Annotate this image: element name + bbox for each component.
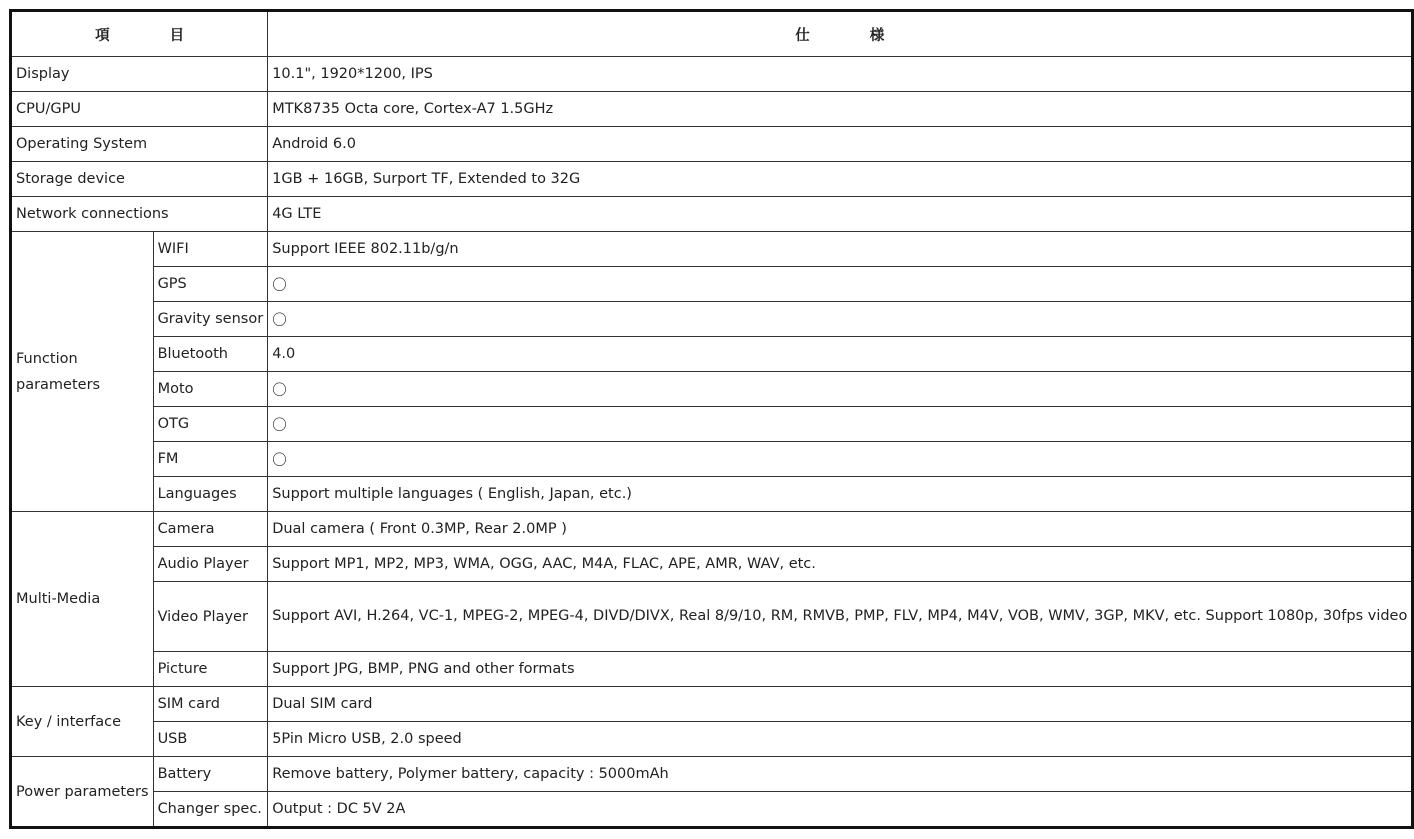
row-value: Remove battery, Polymer battery, capacity : 5000mAh [268, 757, 1413, 792]
table-row [11, 127, 1413, 162]
table-row [11, 267, 1413, 302]
row-value: MTK8735 Octa core, Cortex-A7 1.5GHz [268, 92, 1413, 127]
row-sublabel: Languages [153, 477, 268, 512]
row-value: Support JPG, BMP, PNG and other formats [268, 652, 1413, 687]
table-row [11, 547, 1413, 582]
group-label-media: Multi-Media [11, 512, 154, 687]
table-row [11, 372, 1413, 407]
table-row [11, 582, 1413, 652]
table-row [11, 757, 1413, 792]
row-value: Android 6.0 [268, 127, 1413, 162]
row-label: Storage device [11, 162, 268, 197]
row-sublabel: SIM card [153, 687, 268, 722]
row-sublabel: Battery [153, 757, 268, 792]
header-item: 項目 [11, 11, 268, 57]
table-header-row [11, 11, 1413, 57]
row-value: Support AVI, H.264, VC-1, MPEG-2, MPEG-4, DIVD/DIVX, Real 8/9/10, RM, RMVB, PMP, FLV, MP4, M4V, VOB, WMV, 3GP, MKV, etc. Support 1080p, 30fps video [268, 582, 1413, 652]
row-sublabel: Changer spec. [153, 792, 268, 828]
row-sublabel: Bluetooth [153, 337, 268, 372]
row-value: Support IEEE 802.11b/g/n [268, 232, 1413, 267]
row-label: Display [11, 57, 268, 92]
table-row [11, 162, 1413, 197]
header-spec: 仕様 [268, 11, 1413, 57]
row-value: 5Pin Micro USB, 2.0 speed [268, 722, 1413, 757]
table-row [11, 722, 1413, 757]
row-value: 4.0 [268, 337, 1413, 372]
row-sublabel: USB [153, 722, 268, 757]
table-row [11, 407, 1413, 442]
table-row [11, 477, 1413, 512]
group-label-interface: Key / interface [11, 687, 154, 757]
group-label-power: Power parameters [11, 757, 154, 828]
row-sublabel: GPS [153, 267, 268, 302]
row-value: Support MP1, MP2, MP3, WMA, OGG, AAC, M4A, FLAC, APE, AMR, WAV, etc. [268, 547, 1413, 582]
table-row [11, 792, 1413, 828]
table-row [11, 512, 1413, 547]
table-row [11, 442, 1413, 477]
row-value: 〇 [268, 302, 1413, 337]
table-row [11, 197, 1413, 232]
row-value: Dual SIM card [268, 687, 1413, 722]
row-sublabel: Picture [153, 652, 268, 687]
row-sublabel: WIFI [153, 232, 268, 267]
table-row [11, 232, 1413, 267]
row-value: Support multiple languages ( English, Japan, etc.) [268, 477, 1413, 512]
row-sublabel: Video Player [153, 582, 268, 652]
spec-table [9, 9, 1414, 829]
row-value: 10.1", 1920*1200, IPS [268, 57, 1413, 92]
row-sublabel: Moto [153, 372, 268, 407]
row-value: Output : DC 5V 2A [268, 792, 1413, 828]
row-label: Network connections [11, 197, 268, 232]
row-label: CPU/GPU [11, 92, 268, 127]
group-label-function: Function parameters [11, 232, 154, 512]
row-sublabel: FM [153, 442, 268, 477]
table-row [11, 302, 1413, 337]
row-value: 〇 [268, 267, 1413, 302]
row-sublabel: Audio Player [153, 547, 268, 582]
row-sublabel: Gravity sensor [153, 302, 268, 337]
row-value: 〇 [268, 372, 1413, 407]
table-row [11, 92, 1413, 127]
row-value: 〇 [268, 407, 1413, 442]
row-value: 〇 [268, 442, 1413, 477]
row-value: 4G LTE [268, 197, 1413, 232]
row-value: Dual camera ( Front 0.3MP, Rear 2.0MP ) [268, 512, 1413, 547]
row-sublabel: Camera [153, 512, 268, 547]
table-row [11, 57, 1413, 92]
row-value: 1GB + 16GB, Surport TF, Extended to 32G [268, 162, 1413, 197]
table-row [11, 337, 1413, 372]
table-row [11, 652, 1413, 687]
row-label: Operating System [11, 127, 268, 162]
row-sublabel: OTG [153, 407, 268, 442]
table-row [11, 687, 1413, 722]
